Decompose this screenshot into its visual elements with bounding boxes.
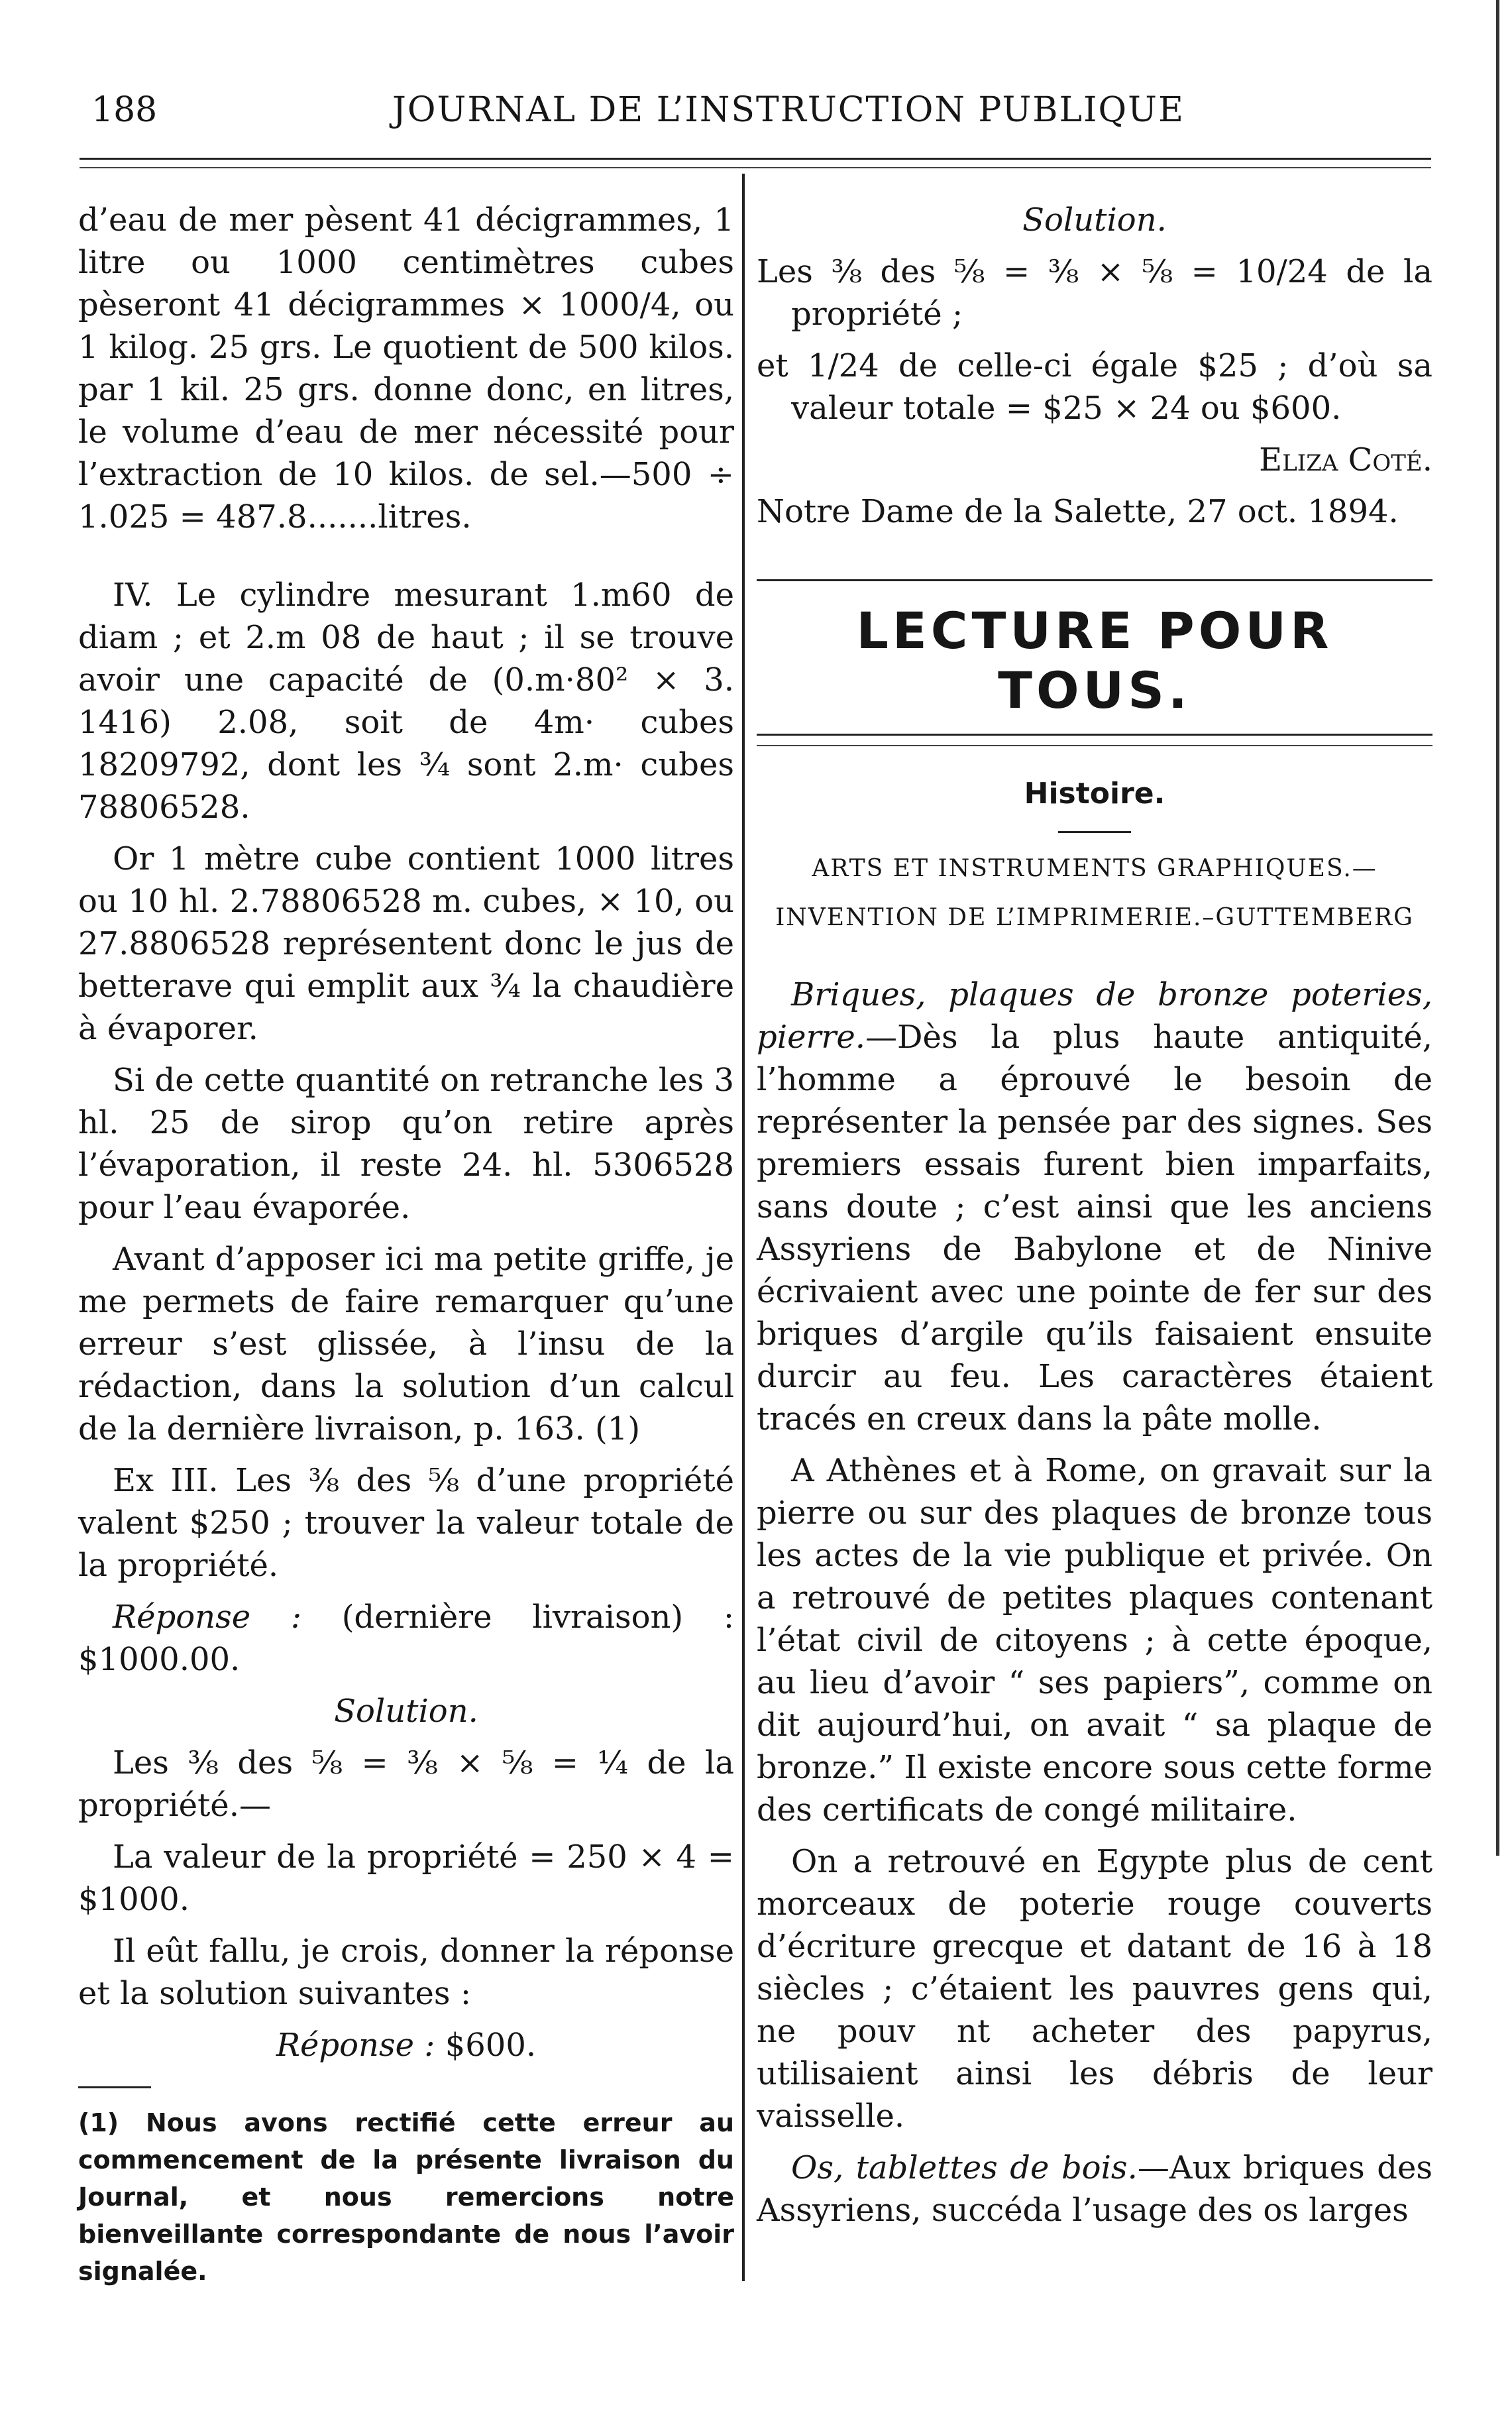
paragraph-solution-total: et 1/24 de celle-ci égale $25 ; d’où sa valeur totale = $25 × 24 ou $600. xyxy=(757,347,1432,427)
paragraph-answer-previous xyxy=(78,1596,734,1681)
paragraph-exercise-3: Ex III. Les ⅜ des ⅝ d’une propriété valent $250 ; trouver la valeur totale de la propriété. xyxy=(78,1462,734,1584)
right-column xyxy=(757,199,1432,2241)
paragraph-syrup: Si de cette quantité on retranche les 3 hl. 25 de sirop qu’on retire après l’évaporation, il reste 24. hl. 5306528 pour l’eau évaporée. xyxy=(78,1062,735,1226)
paragraph-body: —Dès la plus haute antiquité, l’homme a éprouvé le besoin de représenter la pensée par des signes. Ses premiers essais furent bien imparfaits, sans doute ; c’est ainsi que les anciens Assyriens de Babylone et de Ninive écrivaient avec une pointe de fer sur des briques d’argile qu’ils faisaient ensuite durcir au feu. Les caractères étaient tracés en creux dans la pâte molle. xyxy=(757,1019,1432,1438)
answer-label: Réponse : xyxy=(276,2027,435,2064)
spacer xyxy=(78,547,734,574)
paragraph-lead: Briques, plaques de bronze poteries, pierre. xyxy=(757,976,1432,1056)
left-column xyxy=(78,199,734,2299)
article-subtitle-2: INVENTION DE L’IMPRIMERIE.–GUTTEMBERG xyxy=(775,904,1414,931)
subsection-title: Histoire. xyxy=(1024,777,1165,811)
paragraph-correct-answer-intro: Il eût fallu, je crois, donner la réponse et la solution suivantes : xyxy=(78,1933,734,2012)
paragraph-body: —Aux briques des Assyriens, succéda l’usage des os larges xyxy=(757,2149,1432,2229)
paragraph-bricks xyxy=(757,974,1432,1440)
header-rule xyxy=(80,158,1431,160)
paragraph-cubic-meter: Or 1 mètre cube contient 1000 litres ou 10 hl. 2.78806528 m. cubes, × 10, ou 27.8806528 représentent donc le jus de betterave qui emplit aux ¾ la chaudière à évaporer. xyxy=(78,840,734,1047)
paragraph-egypt: On a retrouvé en Egypte plus de cent morceaux de poterie rouge couverts d’écriture grecque et datant de 16 à 18 siècles ; c’étaient les pauvres gens qui, ne pouv nt acheter des papyrus, utilisaient ainsi les débris de leur vaisselle. xyxy=(757,1843,1432,2135)
section-rule-top xyxy=(757,579,1432,581)
article-subtitle-1: ARTS ET INSTRUMENTS GRAPHIQUES.— xyxy=(812,855,1377,882)
paragraph-sea-water: d’eau de mer pèsent 41 décigrammes, 1 litre ou 1000 centimètres cubes pèseront 41 décigrammes × 1000/4, ou 1 kilog. 25 grs. Le quotient de 500 kilos. par 1 kil. 25 grs. donne donc, en litres, le volume d’eau de mer nécessité pour l’extraction de 10 kilos. de sel.—500 ÷ 1.025 = 487.8.......litres. xyxy=(78,201,734,536)
paragraph-cylinder: IV. Le cylindre mesurant 1.m60 de diam ; et 2.m 08 de haut ; il se trouve avoir une capacité de (0.m·80² × 3. 1416) 2.08, soit de 4m· cubes 18209792, dont les ¾ sont 2.m· cubes 78806528. xyxy=(78,577,734,826)
paragraph-lead: Os, tablettes de bois. xyxy=(791,2149,1138,2186)
section-title: LECTURE POUR TOUS. xyxy=(856,601,1333,720)
solution-heading: Solution. xyxy=(334,1693,478,1730)
paragraph-bones xyxy=(757,2147,1432,2231)
footnote: (1) Nous avons rectifié cette erreur au commencement de la présente livraison du Journal, et nous remercions notre bienveillante correspondante de nous l’avoir signalée. xyxy=(78,2108,734,2286)
paragraph-solution-2: La valeur de la propriété = 250 × 4 = $1000. xyxy=(78,1838,734,1918)
paragraph-error-note: Avant d’apposer ici ma petite griffe, je me permets de faire remarquer qu’une erreur s’est glissée, à l’insu de la rédaction, dans la solution d’un calcul de la dernière livraison, p. 163. (1) xyxy=(78,1241,734,1447)
answer-label: Réponse : xyxy=(113,1599,301,1636)
subsection-rule xyxy=(1058,831,1131,833)
footnote-rule xyxy=(78,2086,151,2088)
section-rule-bottom xyxy=(757,734,1432,736)
place-date: Notre Dame de la Salette, 27 oct. 1894. xyxy=(757,493,1399,530)
answer-text: $600. xyxy=(445,2027,537,2064)
page-number: 188 xyxy=(91,90,158,130)
paragraph-athens-rome: A Athènes et à Rome, on gravait sur la pierre ou sur des plaques de bronze tous les actes de la vie publique et privée. On a retrouvé de petites plaques contenant l’état civil de citoyens ; à cette époque, au lieu d’avoir “ ses papiers”, comme on dit aujourd’hui, on avait “ sa plaque de bronze.” Il existe encore sous cette forme des certificats de congé militaire. xyxy=(757,1452,1432,1829)
paragraph-correct-answer xyxy=(78,2024,734,2066)
paragraph-solution-1: Les ⅜ des ⅝ = ⅜ × ⅝ = ¼ de la propriété.— xyxy=(78,1744,734,1824)
header-rule-secondary xyxy=(80,167,1431,168)
paragraph-solution-fraction: Les ⅜ des ⅝ = ⅜ × ⅝ = 10/24 de la propriété ; xyxy=(757,253,1432,333)
column-divider xyxy=(742,174,745,2281)
answer-text: (dernière livraison) : $1000.00. xyxy=(78,1599,734,1678)
running-title: JOURNAL DE L’INSTRUCTION PUBLIQUE xyxy=(392,90,1185,130)
spacer xyxy=(757,947,1432,974)
signature: Eliza Coté. xyxy=(1259,441,1432,479)
section-rule-bottom-thin xyxy=(757,745,1432,746)
solution-heading: Solution. xyxy=(1022,201,1167,239)
page-edge-rule xyxy=(1496,0,1499,1856)
